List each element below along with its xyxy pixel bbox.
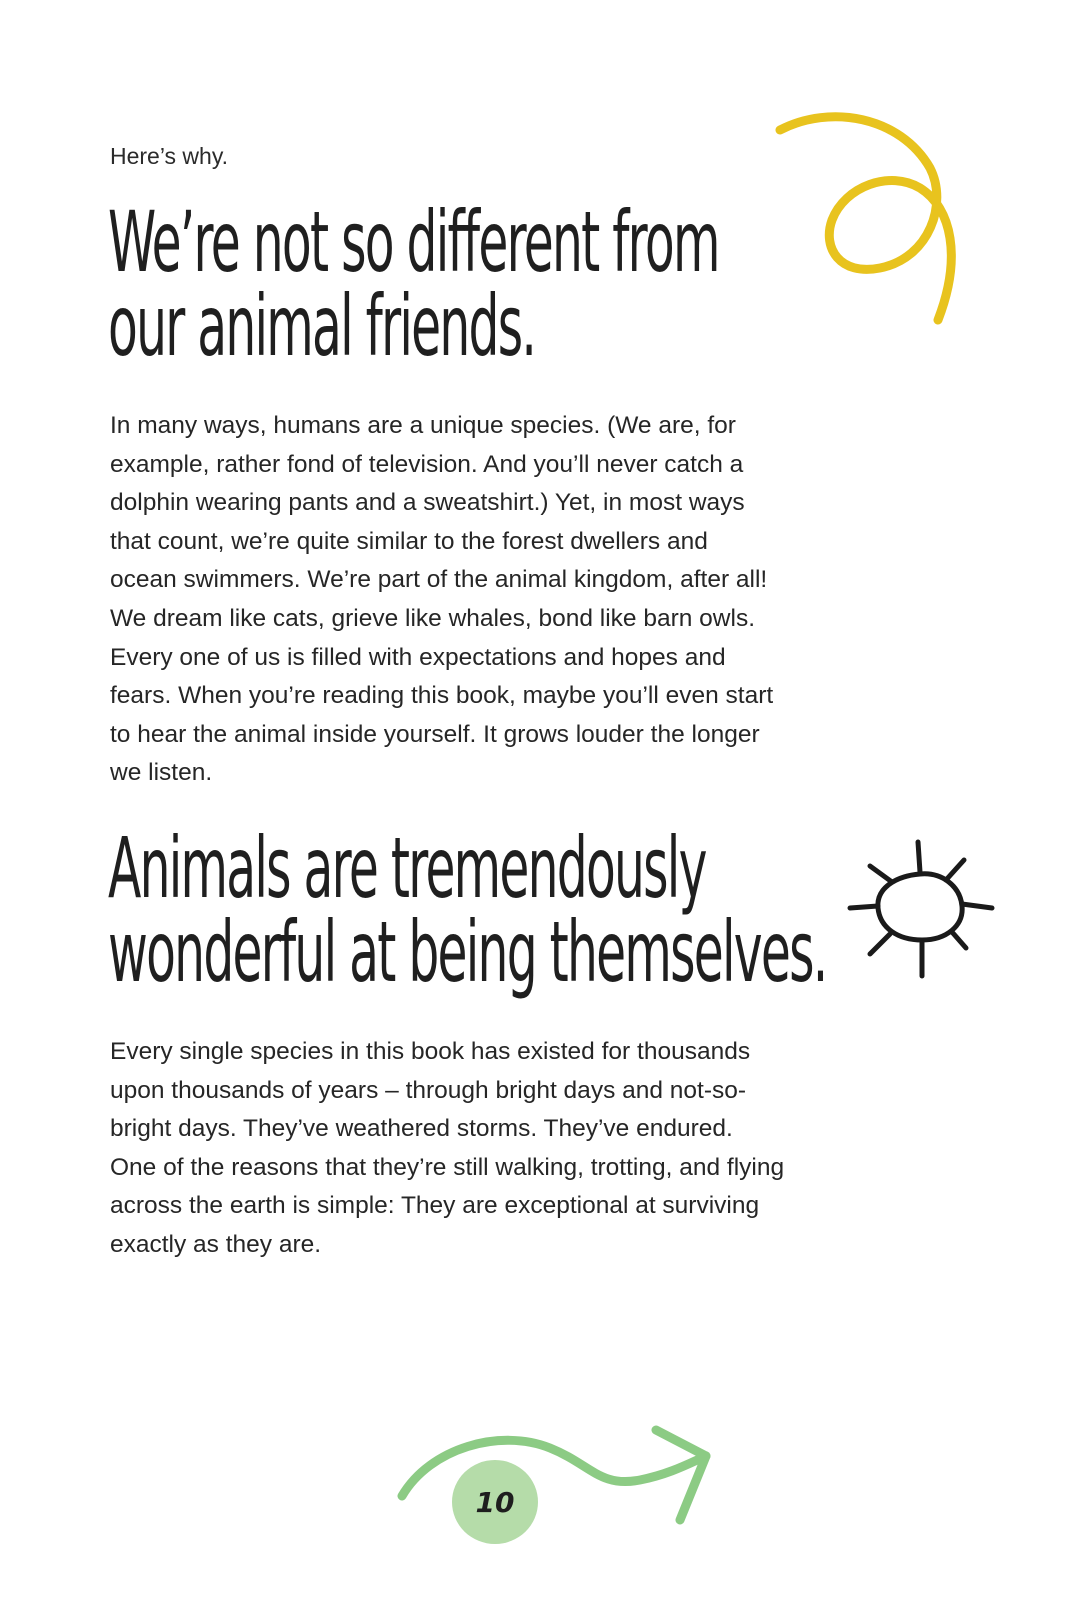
green-wavy-arrow-icon	[390, 1418, 720, 1538]
paragraph-line: across the earth is simple: They are exceptional at surviving	[110, 1192, 760, 1220]
paragraph-line: example, rather fond of television. And you’ll never catch a	[110, 450, 744, 478]
paragraph-line: Every single species in this book has existed for thousands	[110, 1038, 751, 1065]
sun-doodle-icon	[842, 836, 1002, 986]
section-1-paragraph	[110, 407, 900, 793]
heading-2-line-2: wonderful at being themselves.	[108, 903, 827, 1001]
paragraph-line: upon thousands of years – through bright days and not-so-	[110, 1076, 747, 1104]
paragraph-line: we listen.	[110, 759, 213, 787]
paragraph-line: that count, we’re quite similar to the forest dwellers and	[110, 527, 708, 555]
paragraph-line: We dream like cats, grieve like whales, bond like barn owls.	[110, 604, 756, 632]
section-heading-1	[108, 193, 719, 375]
section-heading-2	[108, 819, 827, 1001]
paragraph-line: to hear the animal inside yourself. It grows louder the longer	[110, 720, 760, 748]
paragraph-line: In many ways, humans are a unique species. (We are, for	[110, 412, 736, 439]
paragraph-line: fears. When you’re reading this book, maybe you’ll even start	[110, 682, 774, 710]
heading-1-line-2: our animal friends.	[108, 277, 536, 375]
paragraph-line: One of the reasons that they’re still walking, trotting, and flying	[110, 1153, 785, 1181]
page-number-badge: 10	[452, 1460, 538, 1544]
paragraph-line: Every one of us is filled with expectations and hopes and	[110, 643, 726, 671]
intro-text: Here’s why.	[110, 143, 229, 169]
section-2-paragraph	[110, 1033, 900, 1265]
paragraph-line: exactly as they are.	[110, 1230, 322, 1258]
yellow-swirl-doodle-icon	[770, 108, 970, 328]
paragraph-line: dolphin wearing pants and a sweatshirt.) Yet, in most ways	[110, 489, 745, 517]
paragraph-line: ocean swimmers. We’re part of the animal kingdom, after all!	[110, 566, 768, 594]
heading-1-line-1: We’re not so different from	[108, 193, 719, 291]
heading-2-line-1: Animals are tremendously	[108, 819, 706, 917]
paragraph-line: bright days. They’ve weathered storms. They’ve endured.	[110, 1115, 733, 1143]
